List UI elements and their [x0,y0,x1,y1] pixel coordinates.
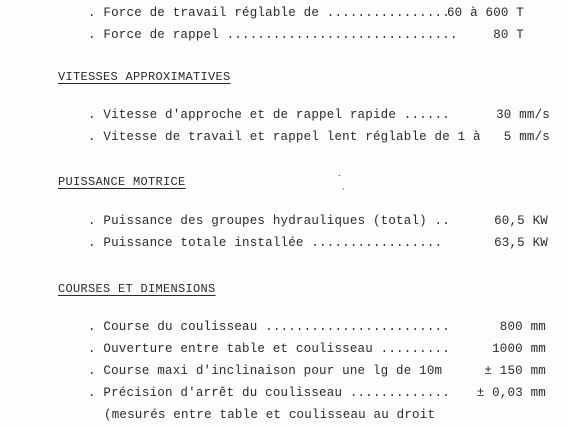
section-heading-puissance: PUISSANCE MOTRICE [58,175,186,189]
spec-label-precision: . Précision d'arrêt du coulisseau ............. [88,386,450,400]
spec-value-vitesse-travail: 1 à 5 mm/s [457,130,550,144]
section-heading-courses: COURSES ET DIMENSIONS [58,282,216,296]
spec-value-inclinaison: ± 150 mm [484,364,546,378]
spec-label-ouverture: . Ouverture entre table et coulisseau ......... [88,342,450,356]
spec-label-course-coulisseau: . Course du coulisseau ........................ [88,320,450,334]
scan-mark: ⸳ [342,184,345,195]
scan-mark: ⸱ [338,172,341,183]
spec-value-ouverture: 1000 mm [492,342,546,356]
spec-label-vitesse-travail: . Vitesse de travail et rappel lent réglable de [88,130,450,144]
spec-label-force-travail: . Force de travail réglable de ................ [88,6,450,20]
spec-value-vitesse-approche: 30 mm/s [496,108,550,122]
section-heading-vitesses: VITESSES APPROXIMATIVES [58,70,231,84]
spec-label-puissance-groupes: . Puissance des groupes hydrauliques (total) .. [88,214,450,228]
spec-label-force-rappel: . Force de rappel .............................. [88,28,458,42]
spec-value-course-coulisseau: 800 mm [499,320,546,334]
spec-value-puissance-totale: 63,5 KW [494,236,548,250]
spec-value-force-travail: 60 à 600 T [446,6,524,20]
spec-value-precision: ± 0,03 mm [476,386,546,400]
spec-note-mesures: (mesurés entre table et coulisseau au droit [104,408,436,422]
spec-label-inclinaison: . Course maxi d'inclinaison pour une lg de 10m [88,364,443,378]
spec-label-puissance-totale: . Puissance totale installée ................. [88,236,443,250]
spec-value-puissance-groupes: 60,5 KW [494,214,548,228]
spec-label-vitesse-approche: . Vitesse d'approche et de rappel rapide ...... [88,108,450,122]
spec-value-force-rappel: 80 T [493,28,524,42]
